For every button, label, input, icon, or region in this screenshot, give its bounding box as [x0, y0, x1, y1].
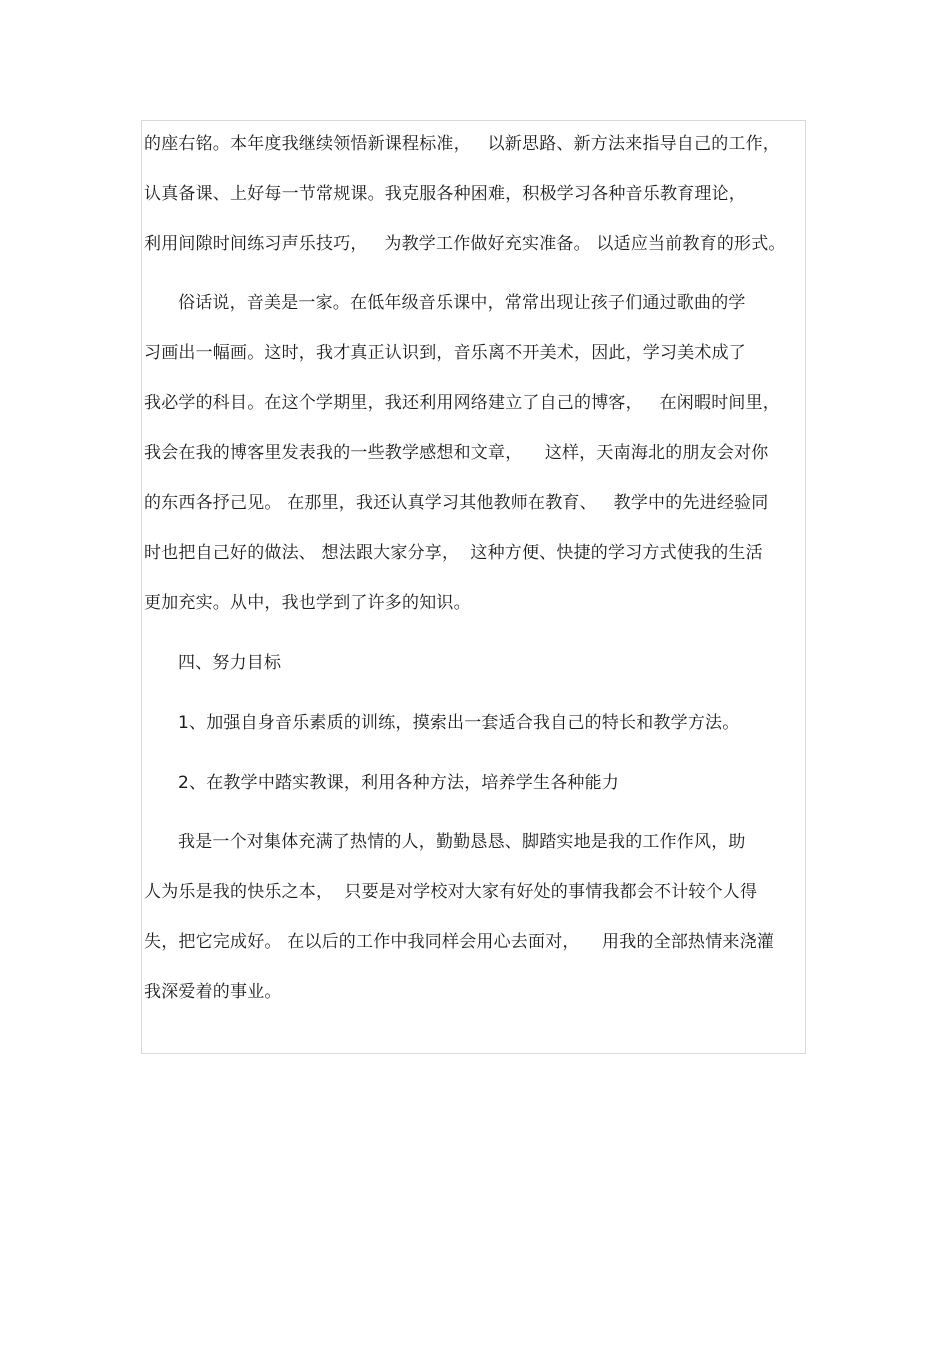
text-line: 的座右铭。本年度我继续领悟新课程标准， 以新思路、新方法来指导自己的工作， [144, 134, 781, 154]
goal-item-2: 2、在教学中踏实教课，利用各种方法，培养学生各种能力 [178, 773, 620, 793]
text-line: 的东西各抒己见。 在那里，我还认真学习其他教师在教育、 教学中的先进经验同 [144, 493, 769, 513]
text-line: 时也把自己好的做法、 想法跟大家分享， 这种方便、快捷的学习方式使我的生活 [144, 543, 763, 563]
goal-item-1: 1、加强自身音乐素质的训练，摸索出一套适合我自己的特长和教学方法。 [178, 713, 740, 733]
text-line: 习画出一幅画。这时，我才真正认识到，音乐离不开美术，因此，学习美术成了 [144, 343, 746, 363]
section-heading: 四、努力目标 [178, 653, 282, 673]
paragraph-first-line: 我是一个对集体充满了热情的人，勤勤恳恳、脚踏实地是我的工作作风，助 [178, 832, 746, 852]
text-line: 失，把它完成好。 在以后的工作中我同样会用心去面对， 用我的全部热情来浇灌 [144, 932, 775, 952]
text-line: 我深爱着的事业。 [144, 982, 282, 1002]
text-line: 利用间隙时间练习声乐技巧， 为教学工作做好充实准备。 以适应当前教育的形式。 [144, 234, 786, 254]
text-line: 我必学的科目。在这个学期里，我还利用网络建立了自己的博客， 在闲暇时间里， [144, 393, 781, 413]
page-frame [141, 120, 806, 1054]
text-line: 更加充实。从中，我也学到了许多的知识。 [144, 593, 471, 613]
text-line: 人为乐是我的快乐之本， 只要是对学校对大家有好处的事情我都会不计较个人得 [144, 882, 758, 902]
text-line: 认真备课、上好每一节常规课。我克服各种困难，积极学习各种音乐教育理论， [144, 184, 746, 204]
paragraph-first-line: 俗话说，音美是一家。在低年级音乐课中，常常出现让孩子们通过歌曲的学 [178, 293, 746, 313]
text-line: 我会在我的博客里发表我的一些教学感想和文章， 这样，天南海北的朋友会对你 [144, 443, 769, 463]
